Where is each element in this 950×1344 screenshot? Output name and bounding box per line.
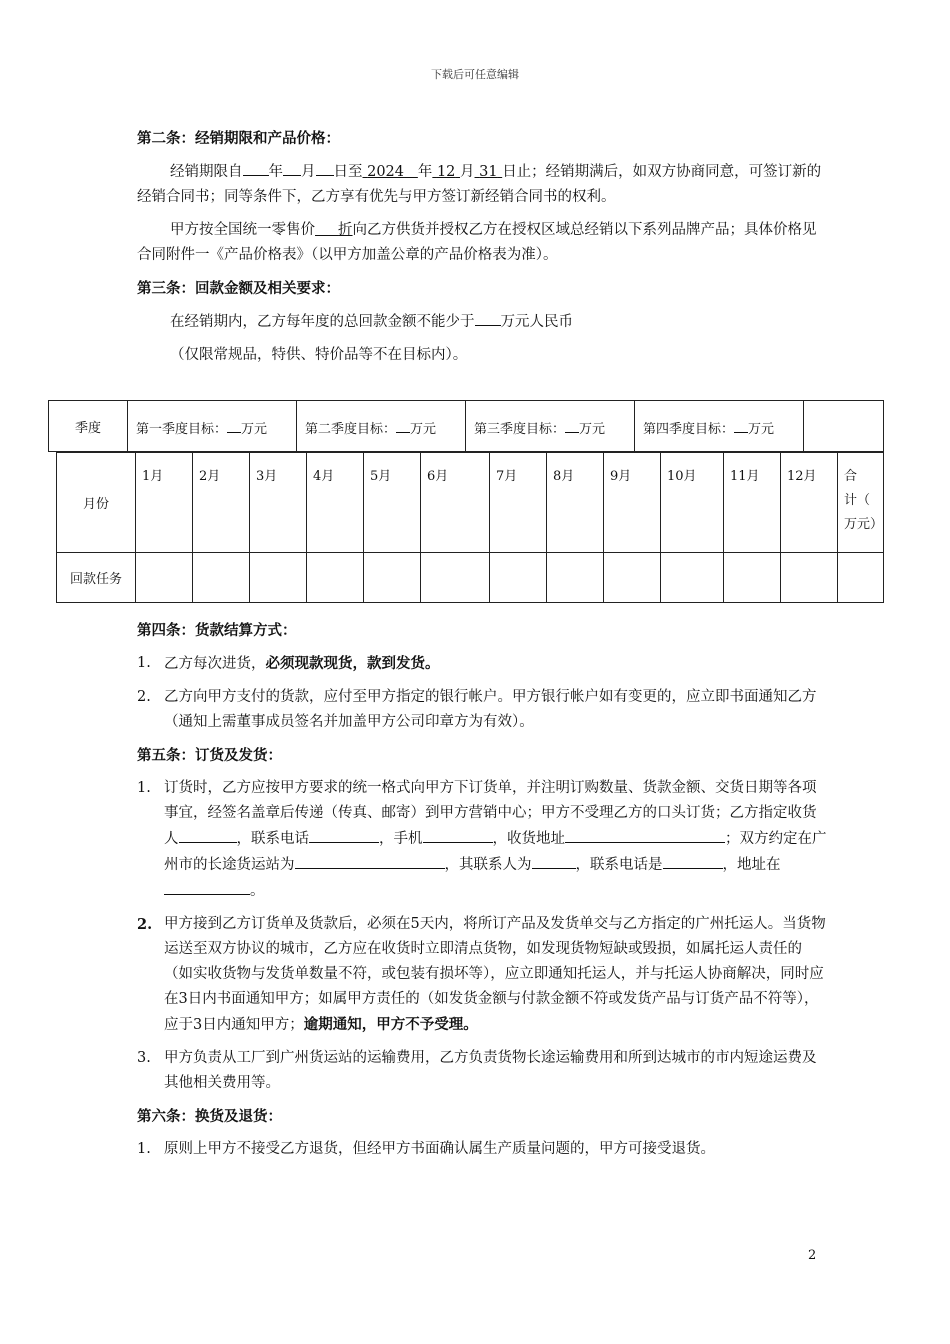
task-cell	[547, 553, 604, 603]
article-6-title: 第六条：换货及退货：	[137, 1108, 282, 1125]
task-cell	[307, 553, 364, 603]
article-3-title: 第三条：回款金额及相关要求：	[137, 280, 340, 297]
article-2-title: 第二条：经销期限和产品价格：	[137, 130, 340, 147]
end-year: 2024	[367, 164, 405, 180]
discount-label: 折	[338, 222, 353, 238]
task-cell	[136, 553, 193, 603]
task-cell	[604, 553, 661, 603]
quarter-1-target: 第一季度目标： 万元	[128, 401, 297, 452]
task-cell	[724, 553, 781, 603]
list-item: 2. 乙方向甲方支付的货款，应付至甲方指定的银行帐户。甲方银行帐户如有变更的，应立即书面通知乙方（通知上需董事成员签名并加盖甲方公司印章方为有效）。	[137, 689, 817, 730]
document-body	[137, 126, 827, 376]
task-cell	[781, 553, 838, 603]
month-cell: 3月	[250, 453, 307, 553]
month-cell: 1月	[136, 453, 193, 553]
month-label: 月份	[57, 453, 136, 553]
article-6-list	[137, 1137, 827, 1162]
month-cell: 10月	[661, 453, 724, 553]
page-number: 2	[808, 1248, 817, 1263]
quarter-4-target: 第四季度目标： 万元	[635, 401, 804, 452]
month-cell: 11月	[724, 453, 781, 553]
quarter-label: 季度	[49, 401, 128, 452]
list-item: 3. 甲方负责从工厂到广州货运站的运输费用，乙方负责货物长途运输费用和所到达城市的市内短途运费及其他相关费用等。	[137, 1050, 817, 1091]
task-cell	[661, 553, 724, 603]
total-label: 合 计（ 万元）	[838, 453, 884, 553]
article-4-list	[137, 651, 827, 735]
quarter-extra-cell	[804, 401, 884, 452]
month-cell: 7月	[490, 453, 547, 553]
month-cell: 2月	[193, 453, 250, 553]
month-cell: 6月	[421, 453, 490, 553]
quarter-2-target: 第二季度目标： 万元	[297, 401, 466, 452]
task-cell	[364, 553, 421, 603]
list-item: 1. 原则上甲方不接受乙方退货，但经甲方书面确认属生产质量问题的，甲方可接受退货。	[137, 1141, 715, 1157]
article-2-term-paragraph: 经销期限自 年 月 日至 2024 年 12 月 31 日止；经销期满后，如双方协商同意，可签订新的经销合同书；同等条件下，乙方享有优先与甲方签订新经销合同书的权利。	[137, 159, 827, 210]
task-cell	[490, 553, 547, 603]
monthly-table	[56, 452, 884, 603]
article-3-scope-note: （仅限常规品，特供、特价品等不在目标内）。	[170, 347, 468, 363]
list-item: 1. 订货时，乙方应按甲方要求的统一格式向甲方下订货单，并注明订购数量、货款金额、交货日期等各项事宜，经签名盖章后传递（传真、邮寄）到甲方营销中心；甲方不受理乙方的口头订货；乙方指定收货人 ，联系电话 ，手机 ，收货地址 ；双方约定在广州市的长途货运站为 ，其联系人为 ，联系电话是 ，地址在。	[137, 780, 827, 899]
target-table	[48, 400, 884, 603]
month-cell: 9月	[604, 453, 661, 553]
end-day: 31	[479, 164, 498, 180]
task-label: 回款任务	[57, 553, 136, 603]
task-cell	[421, 553, 490, 603]
task-total-cell	[838, 553, 884, 603]
month-cell: 4月	[307, 453, 364, 553]
article-4-title: 第四条：货款结算方式：	[137, 622, 297, 639]
list-item: 1. 乙方每次进货，必须现款现货，款到发货。	[137, 655, 440, 672]
document-body-lower	[137, 618, 827, 1170]
article-3-amount-paragraph: 在经销期内，乙方每年度的总回款金额不能少于 万元人民币	[137, 309, 827, 335]
quarter-3-target: 第三季度目标： 万元	[466, 401, 635, 452]
month-cell: 8月	[547, 453, 604, 553]
list-item: 2. 甲方接到乙方订货单及货款后，必须在5天内，将所订产品及发货单交与乙方指定的广州托运人。当货物运送至双方协议的城市，乙方应在收货时立即清点货物，如发现货物短缺或毁损，如属托运人责任的（如实收货物与发货单数量不符，或包装有损坏等），应立即通知托运人，并与托运人协商解决，同时应在3日内书面通知甲方；如属甲方责任的（如发货金额与付款金额不符或发货产品与订货产品不符等），应于3日内通知甲方；逾期通知，甲方不予受理。	[137, 916, 826, 1033]
header-note: 下载后可任意编辑	[431, 68, 519, 81]
month-cell: 12月	[781, 453, 838, 553]
task-cell	[193, 553, 250, 603]
quarter-table	[48, 400, 884, 452]
article-2-price-paragraph: 甲方按全国统一零售价 折向乙方供货并授权乙方在授权区域总经销以下系列品牌产品；具体价格见合同附件一《产品价格表》（以甲方加盖公章的产品价格表为准）。	[137, 222, 817, 263]
end-month: 12	[436, 164, 456, 180]
task-cell	[250, 553, 307, 603]
article-5-title: 第五条：订货及发货：	[137, 747, 282, 764]
month-cell: 5月	[364, 453, 421, 553]
article-5-list	[137, 776, 827, 1096]
